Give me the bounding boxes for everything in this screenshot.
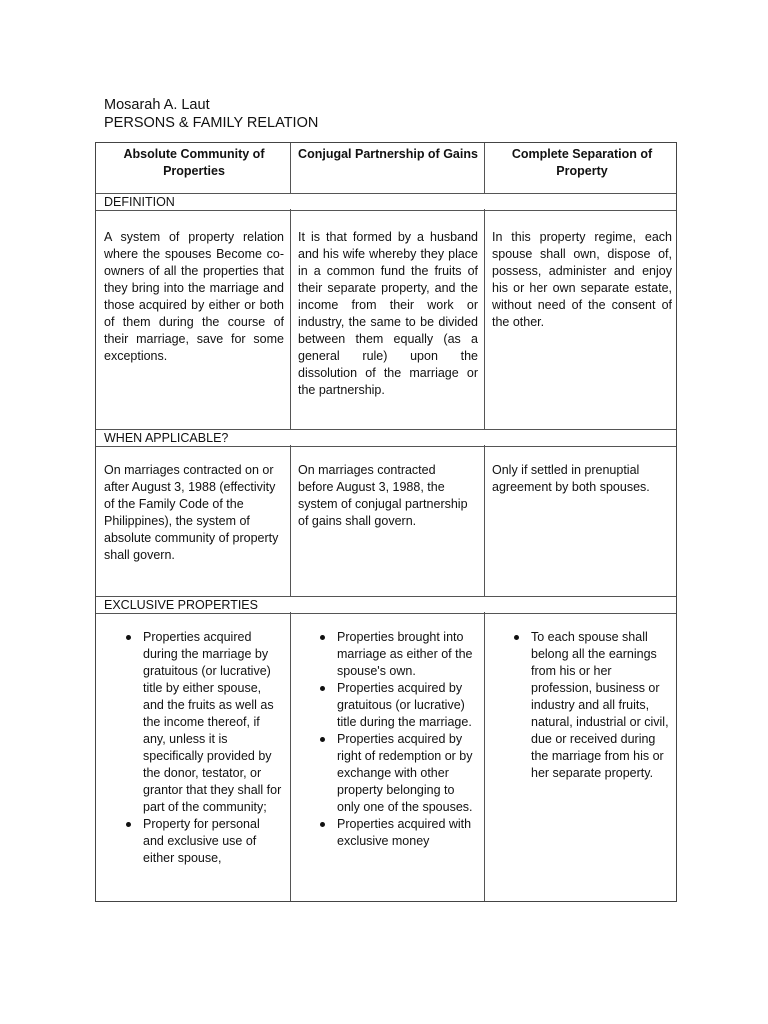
list-item: Properties acquired by right of redemption or by exchange with other property belonging to only one of the spouses.: [317, 731, 479, 816]
row-divider: [96, 613, 676, 614]
column-divider: [484, 143, 485, 901]
comparison-table: [95, 142, 677, 902]
section-label-when-applicable: WHEN APPLICABLE?: [104, 431, 229, 445]
section-label-definition: DEFINITION: [104, 195, 175, 209]
row-divider: [96, 446, 676, 447]
exclusive-absolute-community: [123, 629, 283, 867]
definition-conjugal-partnership: It is that formed by a husband and his wife whereby they place in a common fund the fruits of their separate property, and the income from their work or industry, the same to be divided between them equally (as a general rule) upon the dissolution of the marriage or the partnership.: [298, 230, 478, 397]
applicable-complete-separation: Only if settled in prenuptial agreement by both spouses.: [492, 463, 650, 494]
column-header-complete-separation: Complete Separation of Property: [511, 147, 653, 178]
row-divider: [96, 210, 676, 211]
definition-complete-separation: In this property regime, each spouse shall own, dispose of, possess, administer and enjoy his or her own separate estate, without need of the consent of the other.: [492, 230, 672, 329]
list-item: Properties brought into marriage as either of the spouse's own.: [317, 629, 479, 680]
list-item: Properties acquired with exclusive money: [317, 816, 479, 850]
exclusive-complete-separation: [511, 629, 673, 782]
author-name: Mosarah A. Laut: [104, 97, 210, 113]
column-header-absolute-community: Absolute Community of Properties: [123, 147, 265, 178]
list-item: To each spouse shall belong all the earnings from his or her profession, business or industry and all fruits, natural, industrial or civil, due or received during the marriage from his or her separate property.: [511, 629, 673, 782]
course-title: PERSONS & FAMILY RELATION: [104, 115, 319, 131]
list-item: Properties acquired during the marriage by gratuitous (or lucrative) title by either spouse, and the fruits as well as the income thereof, if any, unless it is specifically provided by the donor, testator, or grantor that they shall for part of the community;: [123, 629, 283, 816]
definition-row-bg: [97, 194, 675, 209]
definition-absolute-community: A system of property relation where the spouses Become co-owners of all the properties that they bring into the marriage and those acquired by either or both of them during the course of their marriage, save for some exceptions.: [104, 230, 284, 363]
bullet-list: [123, 629, 283, 867]
list-item: Property for personal and exclusive use of either spouse,: [123, 816, 283, 867]
exclusive-conjugal-partnership: [317, 629, 479, 850]
bullet-list: [317, 629, 479, 850]
list-item: Properties acquired by gratuitous (or lucrative) title during the marriage.: [317, 680, 479, 731]
column-divider: [290, 143, 291, 901]
applicable-conjugal-partnership: On marriages contracted before August 3, 1988, the system of conjugal partnership of gains shall govern.: [298, 463, 468, 528]
column-header-conjugal-partnership: Conjugal Partnership of Gains: [298, 147, 478, 161]
section-label-exclusive-properties: EXCLUSIVE PROPERTIES: [104, 598, 258, 612]
applicable-absolute-community: On marriages contracted on or after August 3, 1988 (effectivity of the Family Code of the Philippines), the system of absolute community of property shall govern.: [104, 463, 279, 562]
bullet-list: [511, 629, 673, 782]
document-header: [104, 96, 318, 132]
